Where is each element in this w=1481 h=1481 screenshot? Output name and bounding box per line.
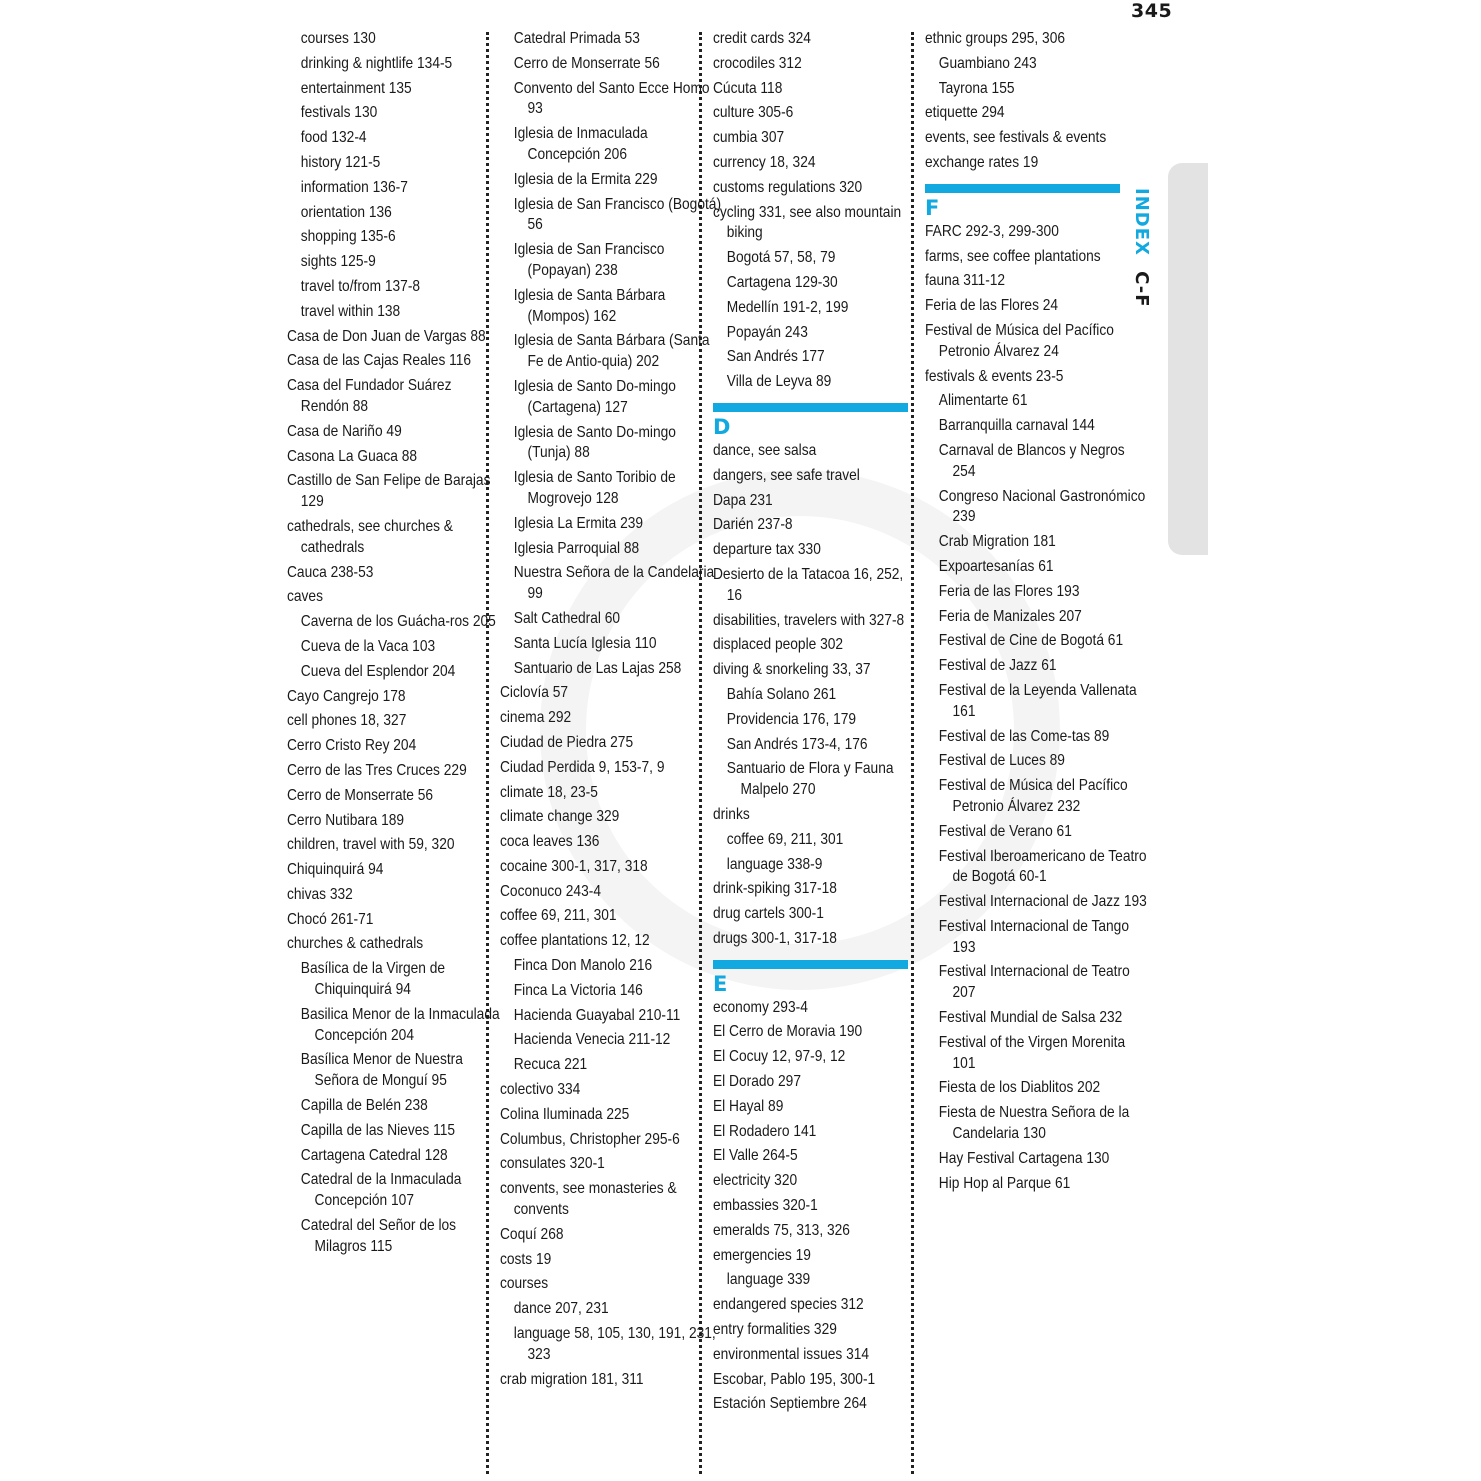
index-subentry: Festival de Cine de Bogotá 61 (938, 632, 1124, 650)
index-subentry: Caverna de los Guácha-ros 205 (300, 613, 496, 631)
index-entry: Cerro Nutibara 189 (287, 811, 405, 829)
section-divider-bar (713, 960, 908, 969)
index-entry: El Dorado 297 (713, 1073, 801, 1091)
index-subentry: Congreso Nacional Gastronómico 239 (938, 487, 1146, 526)
index-entry: cathedrals, see churches & cathedrals (287, 517, 453, 556)
index-entry: Casa de Don Juan de Vargas 88 (287, 327, 486, 345)
index-entry: El Rodadero 141 (713, 1122, 817, 1140)
index-subentry: Iglesia de San Francisco (Popayan) 238 (513, 241, 665, 279)
index-subentry: courses 130 (300, 30, 376, 47)
index-entry: FARC 292-3, 299-300 (925, 222, 1059, 240)
index-entry: credit cards 324 (713, 30, 811, 47)
index-subentry: Iglesia de Santa Bárbara (Santa Fe de Antio-quia) 202 (513, 332, 710, 371)
index-subentry: Bogotá 57, 58, 79 (726, 249, 836, 267)
index-subentry: Santuario de Flora y Fauna Malpelo 270 (726, 760, 894, 799)
index-subentry: history 121-5 (300, 153, 381, 171)
index-entry: Casa de las Cajas Reales 116 (287, 352, 472, 370)
index-subentry: language 339 (726, 1271, 811, 1289)
section-letter: E (713, 971, 728, 996)
index-subentry: Festival de Luces 89 (938, 752, 1065, 770)
index-subentry: Festival Mundial de Salsa 232 (938, 1009, 1123, 1027)
index-entry: Chiquinquirá 94 (287, 861, 384, 879)
index-subentry: Crab Migration 181 (938, 533, 1056, 551)
index-subentry: Fiesta de Nuestra Señora de la Candelaria 130 (938, 1104, 1130, 1143)
index-entry: crocodiles 312 (713, 54, 802, 72)
index-subentry: Recuca 221 (513, 1056, 588, 1074)
index-entry: drugs 300-1, 317-18 (713, 929, 837, 947)
index-subentry: Cartagena Catedral 128 (300, 1146, 448, 1164)
index-subentry: Catedral del Señor de los Milagros 115 (300, 1217, 457, 1255)
index-subentry: Feria de las Flores 193 (938, 582, 1080, 600)
index-column-2 (500, 29, 722, 1394)
index-subentry: Salt Cathedral 60 (513, 609, 621, 627)
index-subentry: Iglesia de Santo Do-mingo (Cartagena) 127 (513, 377, 676, 416)
index-entry: colectivo 334 (500, 1081, 581, 1099)
index-subentry: Festival Internacional de Tango 193 (938, 917, 1129, 956)
index-entry: consulates 320-1 (500, 1155, 605, 1173)
index-entry: Desierto de la Tatacoa 16, 252, 16 (713, 565, 904, 604)
index-entry: dance, see salsa (713, 441, 817, 459)
index-subentry: Basílica Menor de Nuestra Señora de Monguí 95 (300, 1051, 463, 1090)
index-subentry: Iglesia de Santo Toribio de Mogrovejo 128 (513, 469, 676, 507)
index-subentry: Iglesia Parroquial 88 (513, 539, 640, 557)
index-subentry: Iglesia de la Ermita 229 (513, 170, 658, 188)
index-entry: drinks (713, 805, 750, 823)
index-entry: Colina Iluminada 225 (500, 1105, 630, 1123)
index-entry: embassies 320-1 (713, 1197, 818, 1215)
index-subentry: Cueva del Esplendor 204 (300, 662, 456, 680)
index-subentry: travel within 138 (300, 302, 401, 320)
page-number: 345 (1131, 0, 1173, 22)
index-subentry: Festival de las Come-tas 89 (938, 727, 1110, 745)
index-subentry: Catedral de la Inmaculada Concepción 107 (300, 1171, 462, 1210)
index-subentry: Iglesia de Santo Do-mingo (Tunja) 88 (513, 423, 676, 462)
index-entry: Columbus, Christopher 295-6 (500, 1130, 680, 1148)
index-subentry: San Andrés 173-4, 176 (726, 735, 868, 753)
index-entry: cell phones 18, 327 (287, 712, 407, 730)
index-entry: fauna 311-12 (925, 272, 1006, 290)
index-subentry: Iglesia La Ermita 239 (513, 514, 644, 532)
section-divider-bar (925, 184, 1120, 193)
section-divider-bar (713, 403, 908, 412)
index-entry: coca leaves 136 (500, 833, 600, 851)
index-entry: economy 293-4 (713, 998, 808, 1016)
index-subentry: Iglesia de San Francisco (Bogotá) 56 (513, 195, 722, 234)
index-column-1 (287, 29, 500, 1262)
index-entry: disabilities, travelers with 327-8 (713, 611, 905, 629)
index-subentry: Cerro de Monserrate 56 (513, 54, 660, 72)
index-subentry: Catedral Primada 53 (513, 30, 640, 47)
index-subentry: Guambiano 243 (938, 54, 1037, 72)
index-subentry: food 132-4 (300, 129, 367, 147)
index-entry: children, travel with 59, 320 (287, 836, 455, 854)
index-entry: Feria de las Flores 24 (925, 297, 1059, 315)
index-subentry: Fiesta de los Diablitos 202 (938, 1079, 1101, 1097)
index-entry: caves (287, 588, 323, 606)
index-entry: culture 305-6 (713, 104, 794, 122)
index-subentry: Finca Don Manolo 216 (513, 957, 653, 975)
index-subentry: dance 207, 231 (513, 1300, 609, 1318)
index-entry: chivas 332 (287, 885, 353, 903)
index-entry: Darién 237-8 (713, 516, 793, 534)
index-entry: endangered species 312 (713, 1296, 864, 1314)
section-letter: F (925, 195, 940, 220)
index-entry: electricity 320 (713, 1172, 798, 1190)
index-subentry: Santa Lucía Iglesia 110 (513, 634, 657, 652)
index-entry: currency 18, 324 (713, 153, 816, 171)
index-subentry: sights 125-9 (300, 253, 376, 271)
index-subentry: Bahía Solano 261 (726, 685, 837, 703)
index-subentry: shopping 135-6 (300, 228, 396, 246)
tab-label-range: C-F (1131, 271, 1152, 308)
index-subentry: coffee 69, 211, 301 (726, 830, 844, 848)
index-subentry: Convento del Santo Ecce Homo 93 (513, 79, 710, 118)
index-subentry: Alimentarte 61 (938, 392, 1028, 410)
index-thumb-tab[interactable] (1168, 163, 1208, 555)
index-entry: Coconuco 243-4 (500, 882, 601, 900)
index-entry: climate 18, 23-5 (500, 783, 598, 801)
index-entry: cinema 292 (500, 709, 572, 727)
index-entry: Cúcuta 118 (713, 79, 783, 97)
section-letter: D (713, 414, 731, 439)
index-subentry: Festival Iberoamericano de Teatro de Bogotá 60-1 (938, 847, 1147, 886)
index-entry: Casa de Nariño 49 (287, 422, 402, 440)
index-entry: Cerro Cristo Rey 204 (287, 737, 417, 755)
index-subentry: Tayrona 155 (938, 79, 1015, 97)
index-entry: climate change 329 (500, 808, 620, 826)
index-entry: cocaine 300-1, 317, 318 (500, 857, 648, 875)
index-subentry: information 136-7 (300, 178, 408, 196)
index-entry: Casa del Fundador Suárez Rendón 88 (287, 377, 452, 415)
index-column-3 (713, 29, 908, 1419)
index-subentry: Expoartesanías 61 (938, 557, 1054, 575)
index-entry: Festival de Música del Pacífico Petronio Álvarez 24 (925, 321, 1114, 360)
index-subentry: Basilica Menor de la Inmaculada Concepción 204 (300, 1005, 500, 1044)
index-entry: Cerro de Monserrate 56 (287, 786, 434, 804)
index-entry: departure tax 330 (713, 541, 821, 559)
index-entry: displaced people 302 (713, 636, 844, 654)
index-subentry: Hacienda Venecia 211-12 (513, 1031, 671, 1049)
index-entry: etiquette 294 (925, 104, 1005, 122)
index-subentry: Iglesia de Inmaculada Concepción 206 (513, 125, 648, 163)
index-entry: costs 19 (500, 1250, 552, 1268)
index-entry: drug cartels 300-1 (713, 905, 824, 923)
index-entry: Castillo de San Felipe de Barajas 129 (287, 472, 491, 511)
index-entry: El Cocuy 12, 97-9, 12 (713, 1048, 846, 1066)
index-entry: cycling 331, see also mountain biking (713, 203, 902, 242)
index-entry: farms, see coffee plantations (925, 247, 1101, 265)
index-entry: exchange rates 19 (925, 153, 1039, 171)
index-entry: Cerro de las Tres Cruces 229 (287, 761, 467, 779)
index-entry: Ciclovía 57 (500, 684, 569, 702)
index-subentry: Cueva de la Vaca 103 (300, 637, 436, 655)
index-entry: Ciudad de Piedra 275 (500, 733, 634, 751)
index-entry: El Valle 264-5 (713, 1147, 798, 1165)
index-subentry: Festival of the Virgen Morenita 101 (938, 1033, 1126, 1072)
index-subentry: Popayán 243 (726, 323, 808, 341)
index-entry: cumbia 307 (713, 129, 785, 147)
index-entry: emeralds 75, 313, 326 (713, 1221, 850, 1239)
index-entry: Dapa 231 (713, 491, 773, 509)
index-entry: Casona La Guaca 88 (287, 447, 418, 465)
index-entry: emergencies 19 (713, 1246, 811, 1264)
index-entry: Chocó 261-71 (287, 910, 374, 928)
index-subentry: San Andrés 177 (726, 348, 825, 366)
index-entry: environmental issues 314 (713, 1345, 870, 1363)
index-subentry: Feria de Manizales 207 (938, 607, 1082, 625)
index-subentry: Medellín 191-2, 199 (726, 298, 849, 316)
index-subentry: festivals 130 (300, 104, 378, 122)
index-entry: Escobar, Pablo 195, 300-1 (713, 1370, 876, 1388)
index-subentry: Finca La Victoria 146 (513, 981, 643, 999)
index-entry: courses (500, 1275, 549, 1293)
index-subentry: drinking & nightlife 134-5 (300, 54, 453, 72)
index-entry: Estación Septiembre 264 (713, 1395, 867, 1413)
index-subentry: Festival Internacional de Teatro 207 (938, 963, 1130, 1002)
index-subentry: Basílica de la Virgen de Chiquinquirá 94 (300, 960, 446, 999)
index-subentry: Festival Internacional de Jazz 193 (938, 893, 1147, 911)
index-subentry: Hip Hop al Parque 61 (938, 1174, 1071, 1192)
index-entry: Cayo Cangrejo 178 (287, 687, 406, 705)
index-entry: churches & cathedrals (287, 935, 424, 953)
index-subentry: language 58, 105, 130, 191, 231, 323 (513, 1325, 716, 1363)
index-subentry: Barranquilla carnaval 144 (938, 417, 1095, 435)
index-subentry: Hay Festival Cartagena 130 (938, 1149, 1110, 1167)
index-subentry: Nuestra Señora de la Candelaria 99 (513, 564, 715, 603)
index-entry: dangers, see safe travel (713, 466, 860, 484)
tab-label-index: INDEX (1131, 188, 1152, 256)
index-subentry: Santuario de Las Lajas 258 (513, 659, 682, 677)
index-subentry: orientation 136 (300, 203, 392, 221)
index-subentry: language 338-9 (726, 855, 823, 873)
index-subentry: Providencia 176, 179 (726, 710, 857, 728)
index-subentry: Hacienda Guayabal 210-11 (513, 1006, 681, 1024)
index-subentry: Iglesia de Santa Bárbara (Mompos) 162 (513, 286, 666, 325)
index-entry: ethnic groups 295, 306 (925, 30, 1066, 47)
index-subentry: Cartagena 129-30 (726, 273, 838, 291)
index-entry: Cauca 238-53 (287, 563, 374, 581)
index-subentry: Carnaval de Blancos y Negros 254 (938, 441, 1125, 480)
index-entry: entry formalities 329 (713, 1321, 837, 1339)
index-entry: events, see festivals & events (925, 129, 1107, 147)
index-entry: drink-spiking 317-18 (713, 880, 837, 898)
index-entry: convents, see monasteries & convents (500, 1180, 677, 1219)
index-entry: customs regulations 320 (713, 178, 863, 196)
index-subentry: Festival de Jazz 61 (938, 657, 1057, 675)
index-subentry: entertainment 135 (300, 79, 412, 97)
index-subentry: Capilla de Belén 238 (300, 1097, 428, 1115)
index-entry: crab migration 181, 311 (500, 1370, 644, 1388)
index-entry: coffee 69, 211, 301 (500, 907, 617, 925)
index-subentry: Festival de Música del Pacífico Petronio Álvarez 232 (938, 777, 1128, 815)
svg-text:INDEX C-F (1131, 188, 1152, 308)
index-entry: El Cerro de Moravia 190 (713, 1023, 863, 1041)
index-subentry: Capilla de las Nieves 115 (300, 1121, 456, 1139)
index-entry: coffee plantations 12, 12 (500, 932, 650, 950)
index-subentry: Festival de la Leyenda Vallenata 161 (938, 681, 1137, 720)
index-entry: El Hayal 89 (713, 1097, 784, 1115)
index-entry: festivals & events 23-5 (925, 367, 1064, 385)
index-entry: Coquí 268 (500, 1225, 564, 1243)
index-subentry: travel to/from 137-8 (300, 277, 421, 295)
index-subentry: Festival de Verano 61 (938, 822, 1072, 840)
index-entry: Ciudad Perdida 9, 153-7, 9 (500, 758, 665, 776)
index-entry: diving & snorkeling 33, 37 (713, 661, 871, 679)
index-subentry: Villa de Leyva 89 (726, 373, 832, 391)
